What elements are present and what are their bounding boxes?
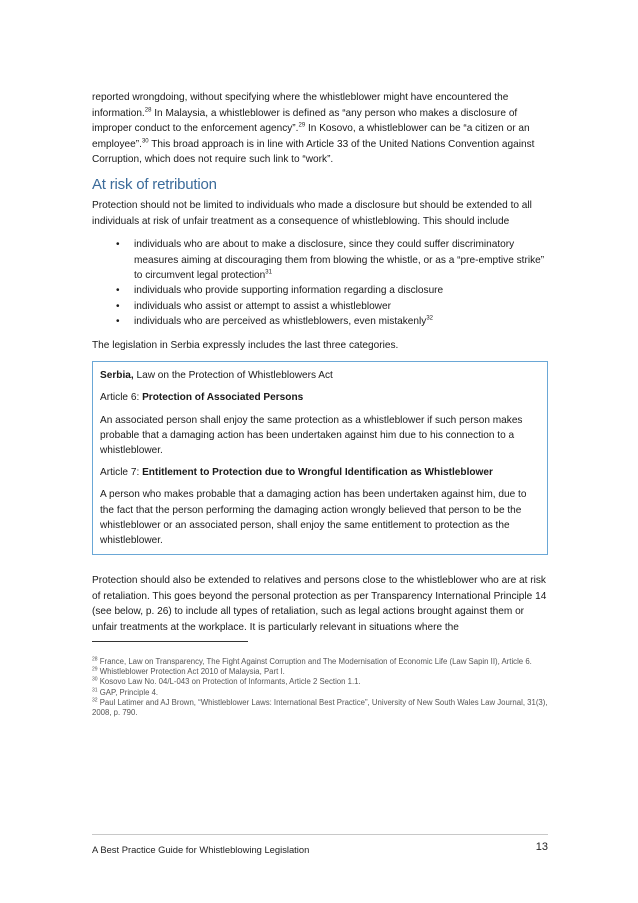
intro-text-1: reported wrongdoing, without specifying where the whistleblower might have encountered the information. — [92, 92, 509, 119]
article-7-title: Entitlement to Protection due to Wrongful Identification as Whistleblower — [142, 467, 493, 479]
article-6-heading — [100, 390, 540, 405]
footnote — [92, 677, 548, 687]
box-country: Serbia, — [100, 370, 134, 382]
footnote — [92, 688, 548, 698]
footnote-ref-28[interactable]: 28 — [144, 107, 152, 114]
footnote-ref-29[interactable]: 29 — [298, 122, 306, 129]
list-item — [92, 237, 548, 283]
footer-title: A Best Practice Guide for Whistleblowing Legislation — [92, 844, 310, 855]
bullet-icon: • — [116, 316, 120, 328]
footnote-text: France, Law on Transparency, The Fight Against Corruption and The Modernisation of Economic Life (Law Sapin II), Article 6. — [97, 657, 532, 666]
list-item — [92, 314, 548, 329]
list-item-text: individuals who are perceived as whistleblowers, even mistakenly — [134, 316, 427, 328]
list-item-text: individuals who are about to make a disclosure, since they could suffer discriminatory measures aiming at discouraging them from blowing the whistle, or as a “pre-emptive strike” to circumvent legal protection — [134, 239, 545, 281]
bullet-icon: • — [116, 300, 120, 312]
list-item — [92, 283, 548, 298]
footnote-ref-30[interactable]: 30 — [141, 138, 149, 145]
article-7-label: Article 7: — [100, 467, 143, 479]
box-law-name: Law on the Protection of Whistleblowers Act — [133, 370, 333, 382]
section-heading: At risk of retribution — [92, 175, 217, 193]
footnote — [92, 698, 548, 718]
footnote-number: 30 — [92, 676, 98, 683]
page-number: 13 — [535, 841, 548, 853]
intro-text-3: In Kosovo, a whistleblower can be “a citizen or an employee”. — [92, 123, 530, 150]
footnote-text: GAP, Principle 4. — [97, 687, 159, 697]
footnote — [92, 657, 548, 667]
footnote-text: Kosovo Law No. 04/L-043 on Protection of Informants, Article 2 Section 1.1. — [97, 677, 361, 687]
footnote-number: 29 — [92, 666, 98, 673]
footnote-ref-32[interactable]: 32 — [426, 315, 433, 322]
footnote-number: 31 — [92, 687, 98, 694]
intro-text-2: In Malaysia, a whistleblower is defined as “any person who makes a disclosure of improper conduct to the enforcement agency”. — [92, 107, 518, 135]
footnote-text: Paul Latimer and AJ Brown, “Whistleblower Laws: International Best Practice”, University of New South Wales Law Journal, 31(3), 2008, p. 790. — [92, 697, 548, 718]
bullet-icon: • — [116, 285, 120, 297]
footnote-number: 28 — [92, 656, 98, 663]
intro-paragraph — [92, 90, 548, 168]
list-item-text: individuals who assist or attempt to assist a whistleblower — [134, 300, 391, 312]
footnotes — [92, 657, 548, 718]
article-6-title: Protection of Associated Persons — [142, 392, 304, 404]
article-6-label: Article 6: — [100, 392, 143, 404]
serbia-note: The legislation in Serbia expressly includes the last three categories. — [92, 339, 399, 351]
footnote-number: 32 — [92, 697, 98, 704]
box-title — [100, 368, 540, 383]
section-paragraph: Protection should not be limited to individuals who made a disclosure but should be extended to all individuals at risk of unfair treatment as a consequence of whistleblowing. This should include — [92, 199, 532, 227]
page-footer — [92, 834, 548, 857]
article-6-text: An associated person shall enjoy the same protection as a whistleblower if such person makes probable that a damaging action has been undertaken against him due to his connection to a whistleblower. — [100, 414, 523, 456]
footnote-ref-31[interactable]: 31 — [265, 269, 272, 276]
list-item — [92, 299, 548, 314]
article-7-heading — [100, 465, 540, 480]
article-7-text: A person who makes probable that a damaging action has been undertaken against him, due to the fact that the person performing the damaging action wrongly believed that person to be the whistleblower or an associated person, shall enjoy the same entitlement to protection as the whistleblower. — [100, 489, 527, 547]
footnote — [92, 667, 548, 677]
footnote-text: Whistleblower Protection Act 2010 of Malaysia, Part I. — [97, 667, 285, 677]
bullet-list — [92, 237, 548, 329]
footnote-divider — [92, 641, 248, 642]
list-item-text: individuals who provide supporting information regarding a disclosure — [134, 285, 444, 297]
closing-paragraph: Protection should also be extended to relatives and persons close to the whistleblower who are at risk of retaliation. This goes beyond the personal protection as per Transparency International Principle 14 (see below, p. 26) to include all types of retaliation, such as legal actions brought against them or unfair treatments at the workplace. It is particularly relevant in situations where the — [92, 575, 547, 633]
serbia-law-box — [92, 361, 548, 555]
intro-text-4: This broad approach is in line with Article 33 of the United Nations Convention against Corruption, which does not require such link to “work”. — [92, 138, 535, 166]
page-content — [92, 90, 548, 644]
bullet-icon: • — [116, 239, 120, 251]
